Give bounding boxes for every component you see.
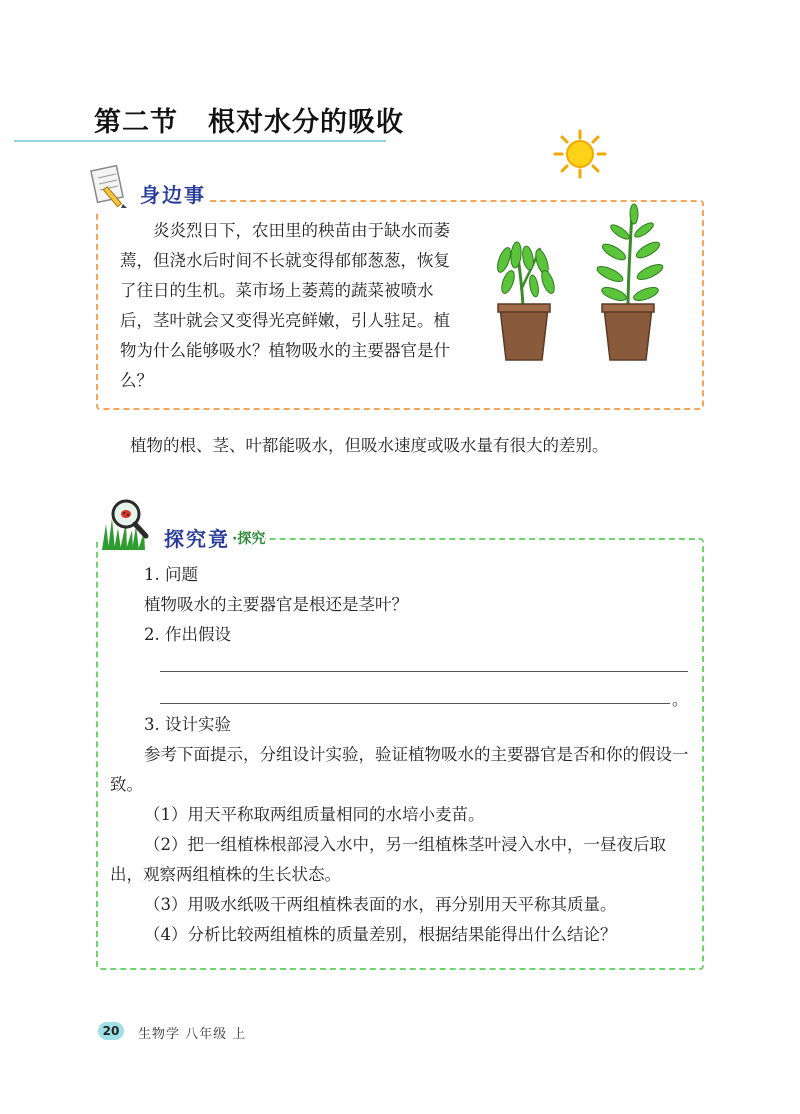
magnifier-grass-icon [100,496,156,552]
wilted-plant-icon [495,242,557,360]
inquiry-content [110,560,690,950]
chapter-name: 根对水分的吸收 [208,107,404,138]
question-text: 植物吸水的主要器官是根还是茎叶？ [144,595,408,614]
hypothesis-line-2 [160,703,670,704]
notebook-pencil-icon [88,164,134,210]
design-intro: 参考下面提示，分组设计实验，验证植物吸水的主要器官是否和你的假设一致。 [110,745,689,794]
hypothesis-space [110,650,690,710]
step-1: （1）用天平称取两组质量相同的水培小麦苗。 [144,805,485,824]
hypothesis-line-1 [160,671,688,672]
question-heading: 1. 问题 [144,565,198,584]
chapter-number: 第二节 [94,107,178,138]
section-sublabel: ·探究 [232,530,266,547]
hypothesis-period: 。 [672,690,689,709]
story-paragraph: 炎炎烈日下，农田里的秧苗由于缺水而萎蔫，但浇水后时间不长就变得郁郁葱葱，恢复了往日的生机。菜市场上萎蔫的蔬菜被喷水后，茎叶就会又变得光亮鲜嫩，引人驻足。植物为什么能够吸水？植物吸水的主要器官是什么？ [120,221,450,390]
healthy-plant-icon [595,204,665,360]
section-header-nearby [88,162,206,212]
step-3: （3）用吸水纸吸干两组植株表面的水，再分别用天平称其质量。 [144,895,617,914]
section-header-inquiry [100,496,265,552]
intro-text: 植物的根、茎、叶都能吸水，但吸水速度或吸水量有很大的差别。 [130,436,609,455]
page-number: 20 [98,1022,124,1040]
section-label: 探究竟 [164,526,230,551]
section-label: 身边事 [140,182,206,207]
plants-illustration [478,200,678,370]
sun-icon [550,128,610,180]
chapter-title [94,100,404,139]
hypothesis-heading: 2. 作出假设 [144,625,231,644]
title-underline [14,140,386,142]
step-2: （2）把一组植株根部浸入水中，另一组植株茎叶浸入水中，一昼夜后取出，观察两组植株的生长状态。 [110,835,666,884]
step-4: （4）分析比较两组植株的质量差别，根据结果能得出什么结论？ [144,925,617,944]
design-heading: 3. 设计实验 [144,715,231,734]
book-title: 生物学 八年级 上 [138,1027,247,1042]
story-text [120,216,460,396]
